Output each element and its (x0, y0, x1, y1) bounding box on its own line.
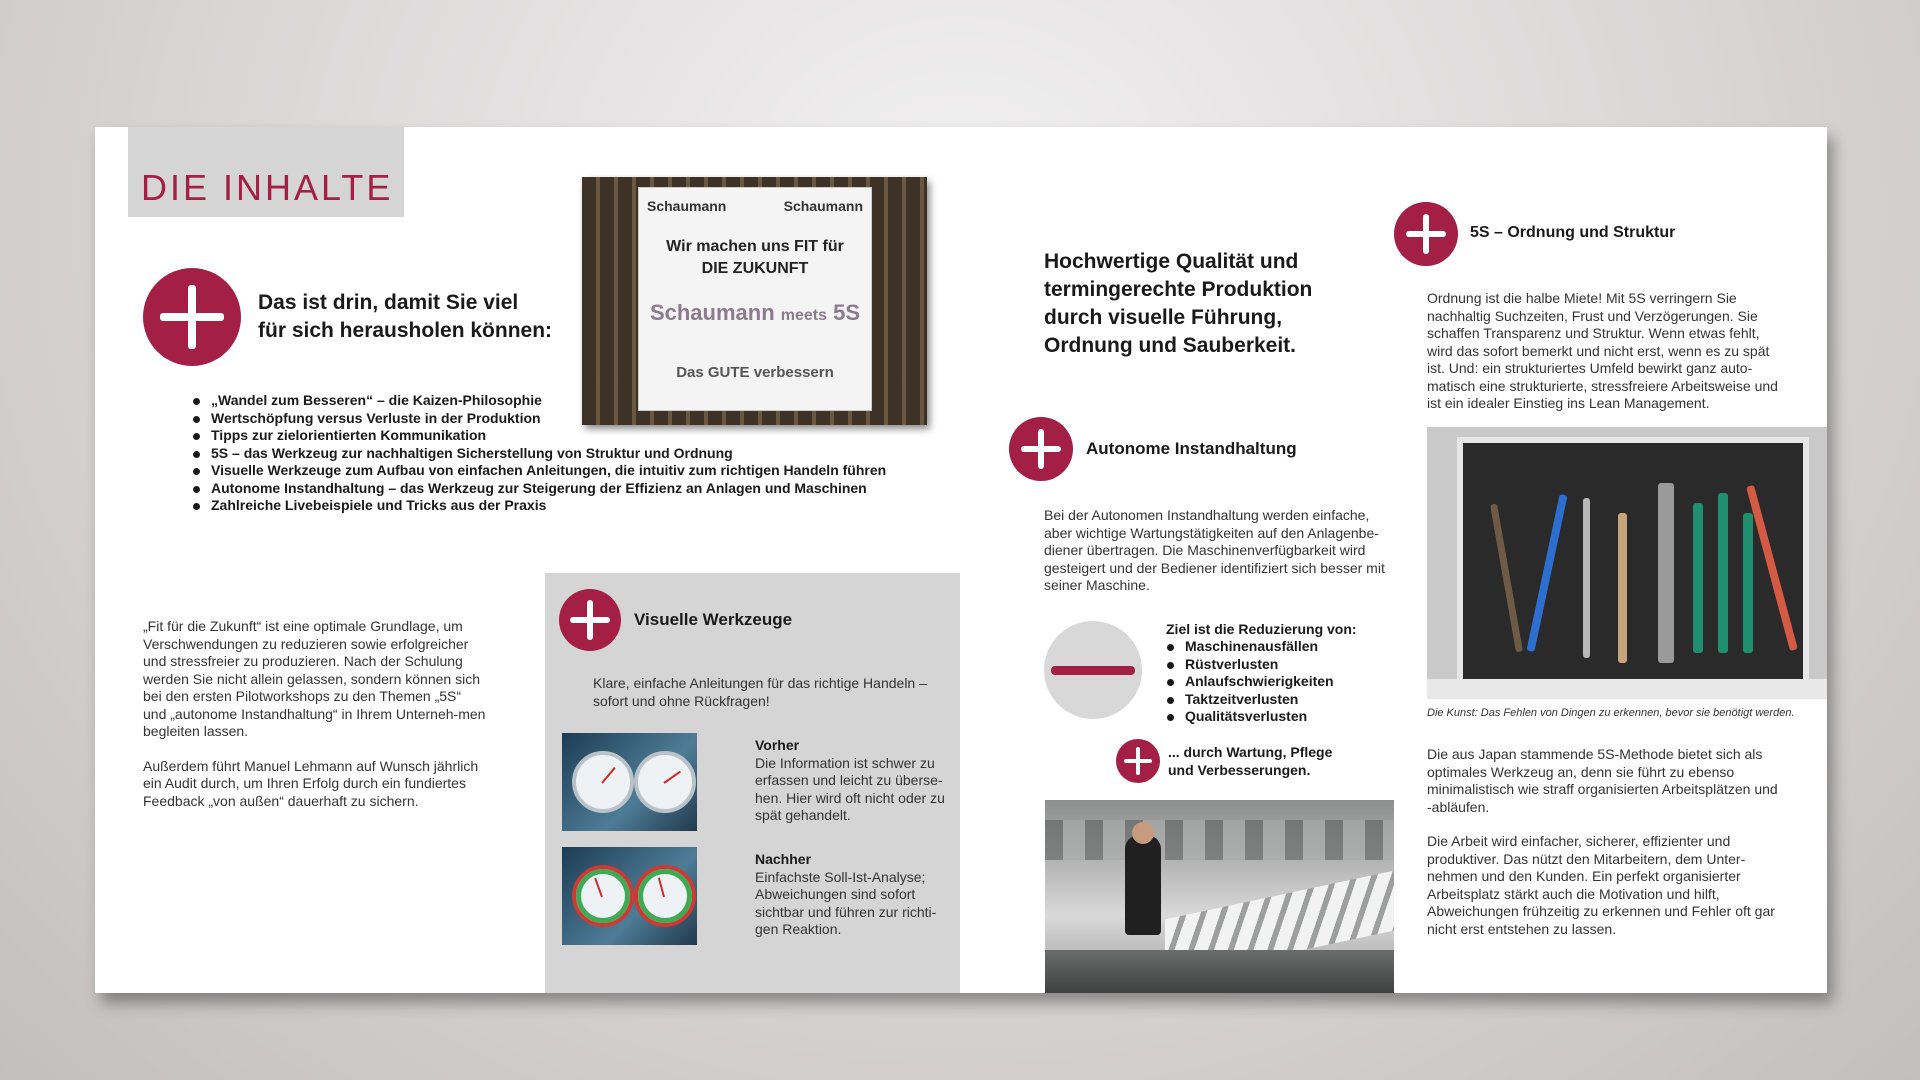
banner-line1: Wir machen uns FIT für (666, 238, 844, 255)
five-s-heading: 5S – Ordnung und Struktur (1470, 224, 1676, 241)
five-s-p3: Die Arbeit wird einfacher, sicherer, effizienter und produktiver. Das nützt den Mitarbeitern, dem Unter-nehmen und den Kunden. Ein perfekt organisierter Arbeitsplatz stärkt auch die Motivation und hilft, Abweichungen frühzeitig zu erkennen und Fehler oft gar nicht erst entstehen zu lassen. (1427, 833, 1775, 937)
list-item: Taktzeitverlusten (1165, 691, 1334, 709)
plus-text-block (1168, 744, 1332, 779)
plus-icon (143, 268, 241, 366)
visual-tools-panel (545, 573, 960, 993)
gauges-before-photo (562, 733, 697, 831)
left-body-p1: „Fit für die Zukunft“ ist eine optimale Grundlage, um Verschwendungen zu reduzieren sowie erfolgreicher und stressfreier zu produzieren. Nach der Schulung werden Sie nicht allein gelassen, sondern können sich bei den ersten Pilotworkshops zu den Themen „5S“ und „autonome Instandhaltung“ in Ihrem Unterneh-men begleiten lassen. (143, 618, 486, 739)
before-text: Die Information ist schwer zu erfassen und leicht zu überse-hen. Hier wird oft nicht oder zu spät gehandelt. (755, 754, 945, 823)
maintenance-text: Bei der Autonomen Instandhaltung werden einfache, aber wichtige Wartungstätigkeiten auf den Anlagenbe-diener übertragen. Die Maschinenverfügbarkeit wird gesteigert und der Bediener identifiziert sich besser mit seiner Maschine. (1044, 507, 1385, 593)
intro-bullet-list (191, 392, 886, 515)
plus-text-line2: und Verbesserungen. (1168, 761, 1311, 778)
title-box (128, 127, 404, 217)
list-item: Visuelle Werkzeuge zum Aufbau von einfachen Anleitungen, die intuitiv zum richtigen Handeln führen (191, 462, 886, 480)
list-item: 5S – das Werkzeug zur nachhaltigen Sicherstellung von Struktur und Ordnung (191, 445, 886, 463)
intro-headline-line2: für sich herausholen können: (258, 319, 553, 342)
list-item: Autonome Instandhaltung – das Werkzeug zur Steigerung der Effizienz an Anlagen und Maschinen (191, 480, 886, 498)
plus-icon (1009, 417, 1073, 481)
page-title: DIE INHALTE (141, 167, 394, 208)
after-block (755, 851, 950, 939)
after-text: Einfachste Soll-Ist-Analyse; Abweichungen sind sofort sichtbar und führen zur richti-gen Reaktion. (755, 868, 937, 937)
intro-headline (258, 289, 552, 345)
minus-icon (1044, 621, 1142, 719)
banner-line3: Schaumann meets 5S (649, 300, 861, 325)
maintenance-heading: Autonome Instandhaltung (1086, 439, 1297, 458)
left-body-text (143, 618, 488, 827)
list-item: Wertschöpfung versus Verluste in der Produktion (191, 410, 886, 428)
list-item: Maschinenausfällen (1165, 638, 1334, 656)
five-s-p2: Die aus Japan stammende 5S-Methode bietet sich als optimales Werkzeug an, denn sie führt zu ebenso minimalistisch wie straff organisierten Arbeitsplätzen und -abläufen. (1427, 746, 1778, 815)
brochure-spread (95, 127, 1827, 993)
plus-text-line1: ... durch Wartung, Pflege (1168, 744, 1333, 760)
list-item: Qualitätsverlusten (1165, 708, 1334, 726)
banner-line2: DIE ZUKUNFT (701, 260, 809, 277)
banner-brand-left: Schaumann (647, 198, 727, 214)
five-s-body (1427, 746, 1782, 955)
banner-line4: Das GUTE verbessern (676, 364, 834, 381)
before-block (755, 737, 950, 825)
after-title: Nachher (755, 851, 812, 867)
factory-photo (1045, 800, 1394, 993)
center-headline: Hochwertige Qualität und termingerechte Produktion durch visuelle Führung, Ordnung und Sauberkeit. (1044, 250, 1313, 357)
list-item: Zahlreiche Livebeispiele und Tricks aus der Praxis (191, 497, 886, 515)
intro-headline-line1: Das ist drin, damit Sie viel (258, 291, 519, 314)
visual-tools-heading: Visuelle Werkzeuge (634, 610, 793, 629)
plus-icon (1116, 739, 1160, 783)
banner-brand-right: Schaumann (783, 198, 863, 214)
list-item: Tipps zur zielorientierten Kommunikation (191, 427, 886, 445)
list-item: Anlaufschwierigkeiten (1165, 673, 1334, 691)
list-item: Rüstverlusten (1165, 656, 1334, 674)
gauges-after-photo (562, 847, 697, 945)
tool-drawer-photo (1427, 427, 1827, 699)
banner-sign (638, 187, 872, 411)
left-body-p2: Außerdem führt Manuel Lehmann auf Wunsch jährlich ein Audit durch, um Ihren Erfolg durch ein fundiertes Feedback „von außen“ dauerhaft zu sichern. (143, 757, 479, 809)
tool-caption: Die Kunst: Das Fehlen von Dingen zu erkennen, bevor sie benötigt werden. (1427, 707, 1795, 719)
visual-tools-subtitle: Klare, einfache Anleitungen für das richtige Handeln – sofort und ohne Rückfragen! (593, 675, 927, 709)
before-title: Vorher (755, 737, 800, 753)
goal-block (1166, 621, 1396, 639)
goal-title: Ziel ist die Reduzierung von: (1166, 621, 1357, 637)
five-s-text: Ordnung ist die halbe Miete! Mit 5S verringern Sie nachhaltig Suchzeiten, Frust und Verzögerungen. Sie schaffen Transparenz und Struktur. Wenn etwas fehlt, wird das sofort bemerkt und nicht erst, wenn es zu spät ist. Und: ein strukturiertes Umfeld bewirkt ganz auto-matisch eine strukturierte, stressfreiere Arbeitsweise und ist ein idealer Einstieg ins Lean Management. (1427, 290, 1778, 411)
banner-photo (582, 177, 927, 425)
plus-icon (1394, 202, 1458, 266)
plus-icon (559, 589, 621, 651)
list-item: „Wandel zum Besseren“ – die Kaizen-Philosophie (191, 392, 886, 410)
goal-list (1165, 638, 1334, 726)
